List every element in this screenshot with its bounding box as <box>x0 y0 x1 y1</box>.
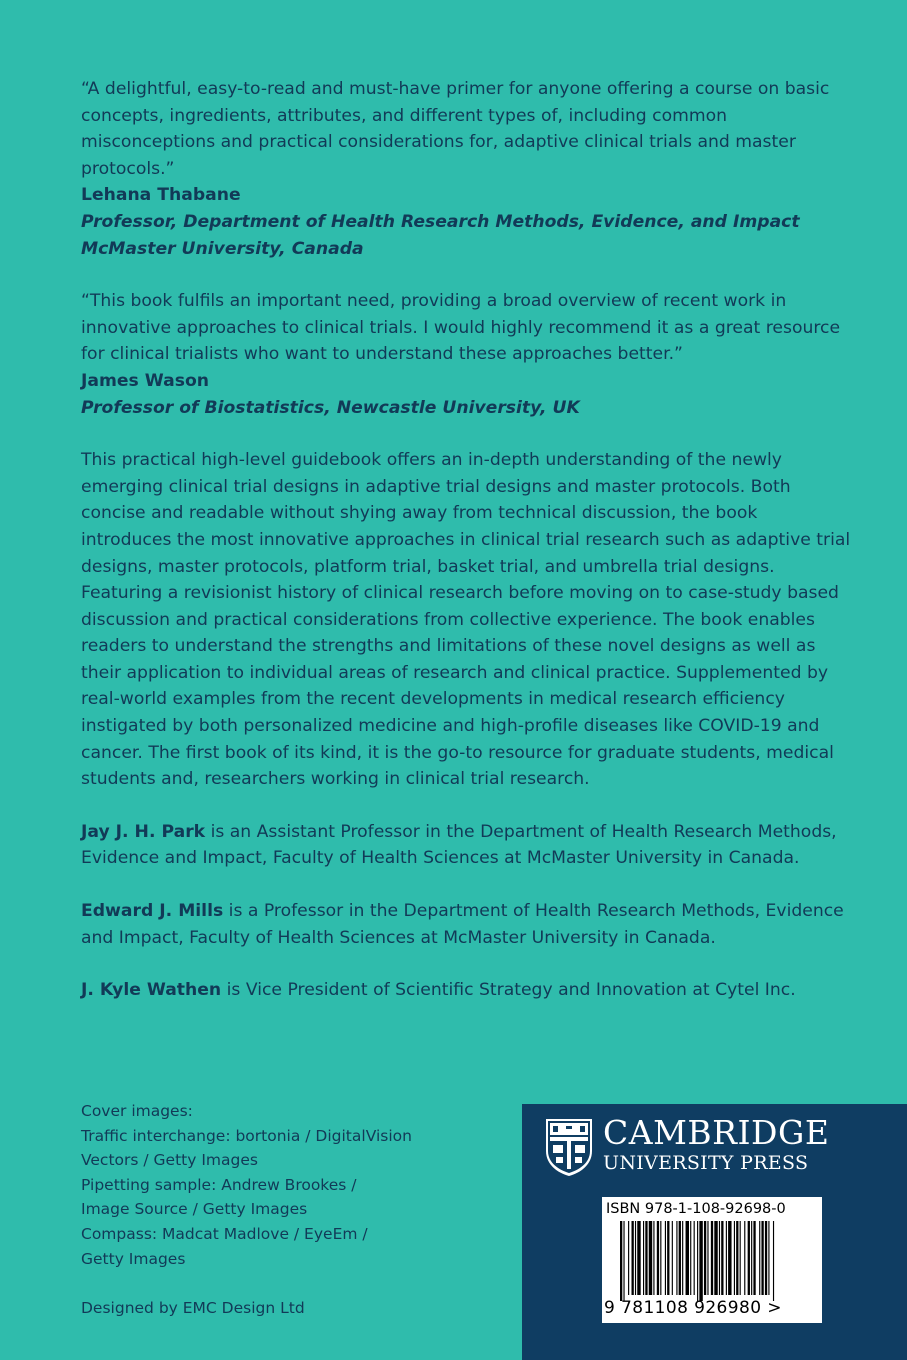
cover-image-credits <box>81 1099 461 1271</box>
designer-credit: Designed by EMC Design Ltd <box>81 1299 305 1317</box>
barcode-bar <box>690 1221 691 1295</box>
credit-line: Getty Images <box>81 1249 186 1268</box>
barcode-bar <box>682 1221 683 1295</box>
quote-role-1a: Professor, Department of Health Research Methods, Evidence, and Impact <box>81 211 800 232</box>
barcode-bar <box>676 1221 677 1295</box>
quote-author-1: Lehana Thabane <box>81 185 241 206</box>
quote-text-1: “A delightful, easy-to-read and must-have primer for anyone offering a course on basic concepts, ingredients, attributes, and different types of, including common misconceptions and practical considerations for, adaptive clinical trials and master protocols.” <box>81 79 830 179</box>
barcode-bar <box>740 1221 741 1295</box>
barcode-bar <box>620 1221 622 1301</box>
isbn-barcode <box>602 1197 822 1323</box>
barcode-bar <box>768 1221 769 1295</box>
barcode-bar <box>765 1221 767 1295</box>
credit-line: Cover images: <box>81 1102 193 1120</box>
barcode-bar <box>628 1221 629 1295</box>
barcode-bar <box>637 1221 640 1295</box>
author-bio-2 <box>81 898 851 951</box>
barcode-bar <box>632 1221 634 1295</box>
barcode-bar <box>751 1221 752 1295</box>
barcode-bar <box>707 1221 708 1295</box>
book-description: This practical high-level guidebook offers an in-depth understanding of the newly emerging clinical trial designs in adaptive trial designs and master protocols. Both concise and readable without shying away from technical discussion, the book introduces the most innovative approaches in clinical trial research such as adaptive trial designs, master protocols, platform trial, basket trial, and umbrella trial designs. Featuring a revisionist history of clinical research before moving on to case-study based discussion and practical considerations from collective experience. The book enables readers to understand the strengths and limitations of these novel designs as well as their application to individual areas of research and clinical practice. Supplemented by real-world examples from the recent developments in medical research efficiency instigated by both personalized medicine and high-profile diseases like COVID-19 and cancer. The first book of its kind, it is the go-to resource for graduate students, medical students and, researchers working in clinical trial research. <box>81 450 851 790</box>
back-cover-text <box>81 76 851 1004</box>
barcode-bar <box>657 1221 659 1295</box>
quote-text-2: “This book fulfils an important need, providing a broad overview of recent work in innovative approaches to clinical trials. I would highly recommend it as a great resource for clinical trialists who want to understand these approaches better.” <box>81 291 841 365</box>
quote-author-2: James Wason <box>81 370 209 391</box>
author-name-2: Edward J. Mills <box>81 901 224 922</box>
barcode-bar <box>665 1221 666 1295</box>
barcode-bar <box>721 1221 723 1295</box>
publisher-subtitle: UNIVERSITY PRESS <box>603 1152 809 1174</box>
barcode-digits: 9 781108 926980 > <box>604 1298 782 1318</box>
barcode-bar <box>694 1221 695 1295</box>
barcode-bar <box>736 1221 738 1295</box>
author-name-1: Jay J. H. Park <box>81 821 206 842</box>
barcode-bar <box>635 1221 636 1295</box>
barcode-bar <box>734 1221 735 1295</box>
barcode-bar <box>686 1221 689 1295</box>
barcode-bar <box>748 1221 750 1295</box>
author-name-3: J. Kyle Wathen <box>81 980 222 1001</box>
barcode-bar <box>699 1221 702 1301</box>
barcode-bar <box>761 1221 763 1295</box>
barcode-bar <box>773 1221 774 1301</box>
barcode-bar <box>714 1221 717 1295</box>
author-bio-text-3: is Vice President of Scientific Strategy and Innovation at Cytel Inc. <box>221 980 796 1001</box>
barcode-bar <box>711 1221 713 1295</box>
barcode-bar <box>667 1221 669 1295</box>
credit-line: Compass: Madcat Madlove / EyeEm / <box>81 1224 368 1243</box>
barcode-bar <box>660 1221 661 1295</box>
quote-block-2 <box>81 288 851 421</box>
barcode-bar <box>744 1221 745 1295</box>
barcode-bar <box>643 1221 644 1295</box>
barcode-bar <box>679 1221 681 1295</box>
credit-line: Pipetting sample: Andrew Brookes / <box>81 1175 357 1194</box>
cambridge-crest-icon <box>544 1117 594 1177</box>
barcode-bar <box>645 1221 647 1295</box>
author-bio-text-2: is a Professor in the Department of Health Research Methods, Evidence and Impact, Faculty of Health Sciences at McMaster University in Canada. <box>81 901 844 948</box>
barcode-bar <box>753 1221 755 1295</box>
isbn-label: ISBN 978-1-108-92698-0 <box>606 1201 786 1217</box>
barcode-bar <box>759 1221 760 1295</box>
quote-role-2: Professor of Biostatistics, Newcastle University, UK <box>81 397 580 418</box>
author-bio-1 <box>81 819 851 872</box>
barcode-bar <box>719 1221 720 1295</box>
barcode-bar <box>728 1221 731 1295</box>
barcode-bar <box>653 1221 654 1295</box>
quote-block-1 <box>81 76 851 262</box>
barcode-bar <box>649 1221 652 1295</box>
barcode-bar <box>623 1221 624 1301</box>
publisher-name: CAMBRIDGE <box>603 1113 830 1152</box>
credit-line: Image Source / Getty Images <box>81 1200 308 1219</box>
quote-role-1b: McMaster University, Canada <box>81 238 364 259</box>
publisher-panel <box>522 1104 907 1360</box>
author-bio-text-1: is an Assistant Professor in the Department of Health Research Methods, Evidence and Impact, Faculty of Health Sciences at McMaster University in Canada. <box>81 821 837 869</box>
barcode-bar <box>697 1221 698 1301</box>
barcode-bar <box>672 1221 673 1295</box>
author-bio-3 <box>81 977 851 1004</box>
barcode-bar <box>704 1221 706 1295</box>
credit-line: Vectors / Getty Images <box>81 1151 258 1170</box>
credit-line: Traffic interchange: bortonia / DigitalVision <box>81 1126 412 1145</box>
barcode-bar <box>726 1221 727 1295</box>
